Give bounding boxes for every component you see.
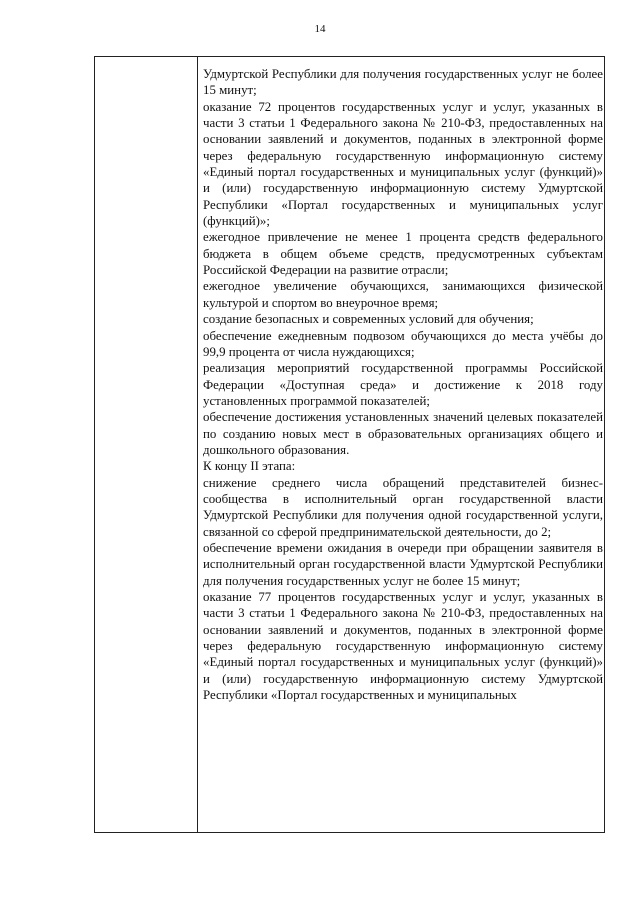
paragraph: обеспечение ежедневным подвозом обучающихся до места учёбы до 99,9 процента от числа нуждающихся; — [203, 328, 603, 359]
page-number: 14 — [314, 23, 326, 35]
paragraph: ежегодное увеличение обучающихся, занимающихся физической культурой и спортом во внеурочное время; — [203, 279, 603, 310]
paragraph: оказание 72 процентов государственных услуг и услуг, указанных в части 3 статьи 1 Федерального закона № 210-ФЗ, предоставленных на основании заявлений и документов, поданных в электронной форме через федеральную государственную информационную систему «Единый портал государственных и муниципальных услуг (функций)» и (или) государственную информационную систему Удмуртской Республики «Портал государственных и муниципальных услуг (функций)»; — [203, 99, 603, 229]
stage-heading: К концу II этапа: — [203, 459, 296, 474]
table-right-cell — [203, 66, 603, 703]
table-left-cell — [95, 57, 198, 832]
document-table — [94, 56, 605, 833]
paragraph: ежегодное привлечение не менее 1 процента средств федерального бюджета в общем объеме средств, предусмотренных субъектам Российской Федерации на развитие отрасли; — [203, 230, 603, 278]
paragraph: обеспечение времени ожидания в очереди при обращении заявителя в исполнительный орган государственной власти Удмуртской Республики для получения государственных услуг не более 15 минут; — [203, 540, 603, 588]
paragraph: создание безопасных и современных условий для обучения; — [203, 312, 534, 327]
paragraph: снижение среднего числа обращений представителей бизнес-сообщества в исполнительный орган государственной власти Удмуртской Республики для получения одной государственной услуги, связанной со сферой предпринимательской деятельности, до 2; — [203, 475, 603, 539]
paragraph: Удмуртской Республики для получения государственных услуг не более 15 минут; — [203, 67, 603, 98]
paragraph: реализация мероприятий государственной программы Российской Федерации «Доступная среда» и достижение к 2018 году установленных программой показателей; — [203, 361, 603, 408]
paragraph: обеспечение достижения установленных значений целевых показателей по созданию новых мест в образовательных организациях общего и дошкольного образования. — [203, 410, 603, 457]
paragraph: оказание 77 процентов государственных услуг и услуг, указанных в части 3 статьи 1 Федерального закона № 210-ФЗ, предоставленных на основании заявлений и документов, поданных в электронной форме через федеральную государственную информационную систему «Единый портал государственных и муниципальных услуг (функций)» и (или) государственную информационную систему Удмуртской Республики «Портал государственных и муниципальных — [203, 590, 603, 703]
